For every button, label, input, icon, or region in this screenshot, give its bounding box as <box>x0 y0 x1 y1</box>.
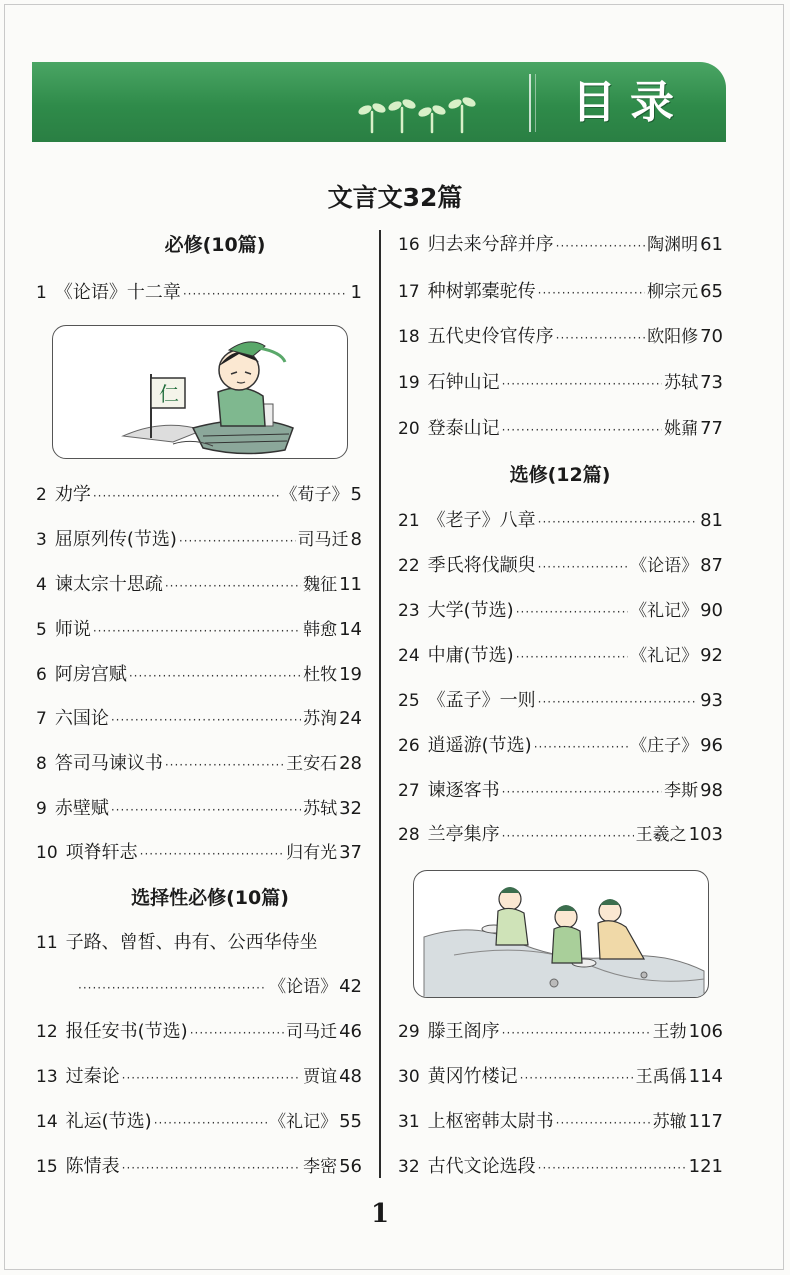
entry-page: 1 <box>350 282 362 303</box>
toc-entry[interactable] <box>398 551 723 581</box>
entry-author: 《庄子》 <box>630 736 699 756</box>
entry-author: 苏辙 <box>652 1112 687 1132</box>
entry-title: 种树郭橐驼传 <box>427 281 536 302</box>
leader-dots <box>502 369 662 399</box>
toc-entry[interactable] <box>398 776 723 806</box>
leader-dots <box>93 616 301 646</box>
toc-entry[interactable] <box>398 1017 723 1047</box>
entry-author: 司马迁 <box>286 1022 338 1042</box>
entry-author: 苏轼 <box>664 373 699 393</box>
entry-number: 8 <box>36 754 47 774</box>
entry-title: 屈原列传(节选) <box>54 529 177 550</box>
leader-dots <box>111 705 301 735</box>
leader-dots <box>556 231 645 261</box>
leader-dots <box>534 732 628 762</box>
entry-number: 13 <box>36 1067 58 1087</box>
entry-number: 12 <box>36 1022 58 1042</box>
entry-number: 31 <box>398 1112 420 1132</box>
toc-entry[interactable] <box>36 480 362 510</box>
entry-number: 16 <box>398 235 420 255</box>
entry-page: 106 <box>688 1021 723 1042</box>
entry-title: 六国论 <box>54 708 109 729</box>
entry-author: 王安石 <box>286 754 338 774</box>
entry-title: 大学(节选) <box>427 600 514 621</box>
entry-title: 登泰山记 <box>427 418 500 439</box>
entry-page: 70 <box>700 326 723 347</box>
entry-page: 24 <box>339 708 362 729</box>
entry-page: 55 <box>339 1111 362 1132</box>
entry-title: 报任安书(节选) <box>65 1021 188 1042</box>
leader-dots <box>502 821 634 851</box>
leader-dots <box>93 481 279 511</box>
entry-author: 苏洵 <box>303 709 338 729</box>
section-title: 文言文32篇 <box>327 183 463 212</box>
entry-title: 滕王阁序 <box>427 1021 500 1042</box>
group-heading-xuanzexing: 选择性必修(10篇) <box>131 887 289 909</box>
entry-title: 阿房宫赋 <box>54 664 127 685</box>
entry-number: 6 <box>36 665 47 685</box>
leader-dots <box>190 1018 284 1048</box>
entry-author: 柳宗元 <box>647 282 699 302</box>
entry-number: 25 <box>398 691 420 711</box>
leader-dots <box>129 661 301 691</box>
toc-entry[interactable] <box>398 322 723 352</box>
toc-entry[interactable] <box>398 820 723 850</box>
entry-title: 季氏将伐颛臾 <box>427 555 536 576</box>
entry-number: 29 <box>398 1022 420 1042</box>
entry-page: 81 <box>700 510 723 531</box>
illustration-scholar-with-flag <box>52 325 348 459</box>
toc-entry[interactable] <box>36 1107 362 1137</box>
toc-entry[interactable] <box>36 660 362 690</box>
entry-number: 21 <box>398 511 420 531</box>
leader-dots <box>538 687 696 717</box>
entry-number: 7 <box>36 709 47 729</box>
flag-glyph: 仁 <box>159 382 179 406</box>
entry-number: 14 <box>36 1112 58 1132</box>
entry-title: 陈情表 <box>65 1156 120 1177</box>
leader-dots <box>165 571 301 601</box>
entry-author: 《荀子》 <box>280 485 349 505</box>
entry-number: 5 <box>36 620 47 640</box>
entry-title: 礼运(节选) <box>65 1111 152 1132</box>
scholar-illustration <box>53 326 348 459</box>
entry-page: 92 <box>700 645 723 666</box>
entry-page: 14 <box>339 619 362 640</box>
entry-number: 20 <box>398 419 420 439</box>
toc-entry[interactable] <box>398 1152 723 1182</box>
entry-number: 26 <box>398 736 420 756</box>
entry-author: 欧阳修 <box>647 327 699 347</box>
entry-page: 42 <box>339 976 362 997</box>
toc-entry[interactable] <box>398 230 723 260</box>
entry-title: 中庸(节选) <box>427 645 514 666</box>
toc-entry[interactable] <box>36 1062 362 1092</box>
toc-entry[interactable] <box>398 686 723 716</box>
entry-title: 《老子》八章 <box>427 510 536 531</box>
entry-author: 《论语》 <box>269 977 338 997</box>
leader-dots <box>154 1108 267 1138</box>
illustration-three-scholars <box>413 870 709 998</box>
header-banner <box>32 62 726 142</box>
entry-title: 五代史伶官传序 <box>427 326 554 347</box>
leader-dots <box>556 323 645 353</box>
entry-number: 10 <box>36 843 58 863</box>
toc-entry[interactable] <box>36 525 362 555</box>
entry-title: 赤壁赋 <box>54 798 109 819</box>
entry-number: 11 <box>36 933 58 953</box>
toc-entry[interactable] <box>398 1062 723 1092</box>
leader-dots <box>165 750 284 780</box>
entry-title: 劝学 <box>54 484 91 505</box>
entry-title: 归去来兮辞并序 <box>427 234 554 255</box>
toc-entry[interactable] <box>36 1152 362 1182</box>
banner-divider <box>529 74 531 132</box>
entry-author: 《论语》 <box>630 556 699 576</box>
sprout-icon <box>352 90 482 134</box>
toc-entry[interactable] <box>36 749 362 779</box>
toc-entry[interactable] <box>398 1107 723 1137</box>
entry-title: 兰亭集序 <box>427 824 500 845</box>
column-divider <box>379 230 381 1178</box>
entry-title: 师说 <box>54 619 91 640</box>
entry-author: 王勃 <box>652 1022 687 1042</box>
entry-author: 李密 <box>303 1157 338 1177</box>
entry-page: 61 <box>700 234 723 255</box>
toc-entry[interactable] <box>36 570 362 600</box>
entry-page: 114 <box>688 1066 723 1087</box>
entry-number: 30 <box>398 1067 420 1087</box>
leader-dots <box>140 839 284 869</box>
leader-dots <box>122 1063 301 1093</box>
entry-number: 23 <box>398 601 420 621</box>
entry-number: 18 <box>398 327 420 347</box>
entry-author: 陶渊明 <box>647 235 699 255</box>
entry-page: 28 <box>339 753 362 774</box>
toc-entry[interactable] <box>398 596 723 626</box>
entry-title: 谏逐客书 <box>427 780 500 801</box>
toc-entry[interactable] <box>36 704 362 734</box>
entry-title: 答司马谏议书 <box>54 753 163 774</box>
entry-page: 77 <box>700 418 723 439</box>
entry-number: 15 <box>36 1157 58 1177</box>
leader-dots <box>538 1153 685 1183</box>
entry-author: 归有光 <box>286 843 338 863</box>
entry-number: 4 <box>36 575 47 595</box>
entry-title: 《论语》十二章 <box>54 282 181 303</box>
entry-title: 古代文论选段 <box>427 1156 536 1177</box>
entry-number: 9 <box>36 799 47 819</box>
leader-dots <box>111 795 301 825</box>
toc-entry[interactable] <box>398 414 723 444</box>
entry-number: 22 <box>398 556 420 576</box>
leader-dots <box>538 278 645 308</box>
entry-page: 65 <box>700 281 723 302</box>
leader-dots <box>538 507 696 537</box>
entry-page: 121 <box>688 1156 723 1177</box>
entry-title: 《孟子》一则 <box>427 690 536 711</box>
scholars-illustration <box>414 871 709 998</box>
entry-page: 98 <box>700 780 723 801</box>
toc-entry[interactable] <box>398 731 723 761</box>
toc-entry[interactable] <box>36 838 362 868</box>
entry-author: 李斯 <box>664 781 699 801</box>
entry-page: 46 <box>339 1021 362 1042</box>
toc-entry[interactable] <box>398 277 723 307</box>
leader-dots <box>520 1063 634 1093</box>
entry-author: 韩愈 <box>303 620 338 640</box>
toc-entry[interactable] <box>398 506 723 536</box>
toc-entry[interactable] <box>398 368 723 398</box>
entry-number: 2 <box>36 485 47 505</box>
toc-entry-line1[interactable] <box>36 928 362 958</box>
toc-entry-line2[interactable] <box>76 972 362 1002</box>
entry-number: 28 <box>398 825 420 845</box>
entry-number: 3 <box>36 530 47 550</box>
entry-page: 19 <box>339 664 362 685</box>
toc-entry[interactable] <box>36 794 362 824</box>
entry-author: 王禹偁 <box>635 1067 687 1087</box>
entry-number: 17 <box>398 282 420 302</box>
entry-author: 《礼记》 <box>630 601 699 621</box>
entry-author: 《礼记》 <box>630 646 699 666</box>
leader-dots <box>516 597 628 627</box>
entry-page: 87 <box>700 555 723 576</box>
entry-title: 过秦论 <box>65 1066 120 1087</box>
entry-author: 司马迁 <box>297 530 349 550</box>
entry-page: 5 <box>350 484 362 505</box>
leader-dots <box>556 1108 651 1138</box>
entry-number: 1 <box>36 283 47 303</box>
entry-author: 王羲之 <box>635 825 687 845</box>
entry-title: 项脊轩志 <box>65 842 138 863</box>
entry-author: 魏征 <box>303 575 338 595</box>
leader-dots <box>122 1153 301 1183</box>
entry-page: 56 <box>339 1156 362 1177</box>
entry-page: 90 <box>700 600 723 621</box>
entry-author: 杜牧 <box>303 665 338 685</box>
toc-entry[interactable] <box>36 615 362 645</box>
entry-page: 117 <box>688 1111 723 1132</box>
entry-title: 逍遥游(节选) <box>427 735 532 756</box>
entry-page: 103 <box>688 824 723 845</box>
entry-page: 32 <box>339 798 362 819</box>
toc-entry[interactable] <box>36 278 362 308</box>
entry-author: 《礼记》 <box>269 1112 338 1132</box>
entry-page: 93 <box>700 690 723 711</box>
group-heading-xuanxiu: 选修(12篇) <box>509 464 611 486</box>
entry-page: 48 <box>339 1066 362 1087</box>
entry-title: 子路、曾皙、冉有、公西华侍坐 <box>65 932 318 953</box>
entry-page: 11 <box>339 574 362 595</box>
leader-dots <box>538 552 628 582</box>
entry-page: 8 <box>350 529 362 550</box>
banner-divider-thin <box>535 74 536 132</box>
group-heading-bixiu: 必修(10篇) <box>164 234 266 256</box>
leader-dots <box>516 642 628 672</box>
entry-page: 73 <box>700 372 723 393</box>
page-title: 目录 <box>572 77 688 128</box>
entry-number: 32 <box>398 1157 420 1177</box>
entry-page: 37 <box>339 842 362 863</box>
toc-entry[interactable] <box>36 1017 362 1047</box>
page-number: 1 <box>370 1199 390 1229</box>
leader-dots <box>78 973 267 1003</box>
leader-dots <box>179 526 296 556</box>
entry-title: 上枢密韩太尉书 <box>427 1111 554 1132</box>
entry-title: 黄冈竹楼记 <box>427 1066 518 1087</box>
entry-author: 姚鼐 <box>664 419 699 439</box>
entry-number: 19 <box>398 373 420 393</box>
entry-number: 24 <box>398 646 420 666</box>
entry-title: 石钟山记 <box>427 372 500 393</box>
leader-dots <box>183 279 347 309</box>
entry-title: 谏太宗十思疏 <box>54 574 163 595</box>
toc-entry[interactable] <box>398 641 723 671</box>
entry-number: 27 <box>398 781 420 801</box>
leader-dots <box>502 1018 651 1048</box>
leader-dots <box>502 777 662 807</box>
entry-author: 贾谊 <box>303 1067 338 1087</box>
entry-page: 96 <box>700 735 723 756</box>
entry-author: 苏轼 <box>303 799 338 819</box>
leader-dots <box>502 415 662 445</box>
